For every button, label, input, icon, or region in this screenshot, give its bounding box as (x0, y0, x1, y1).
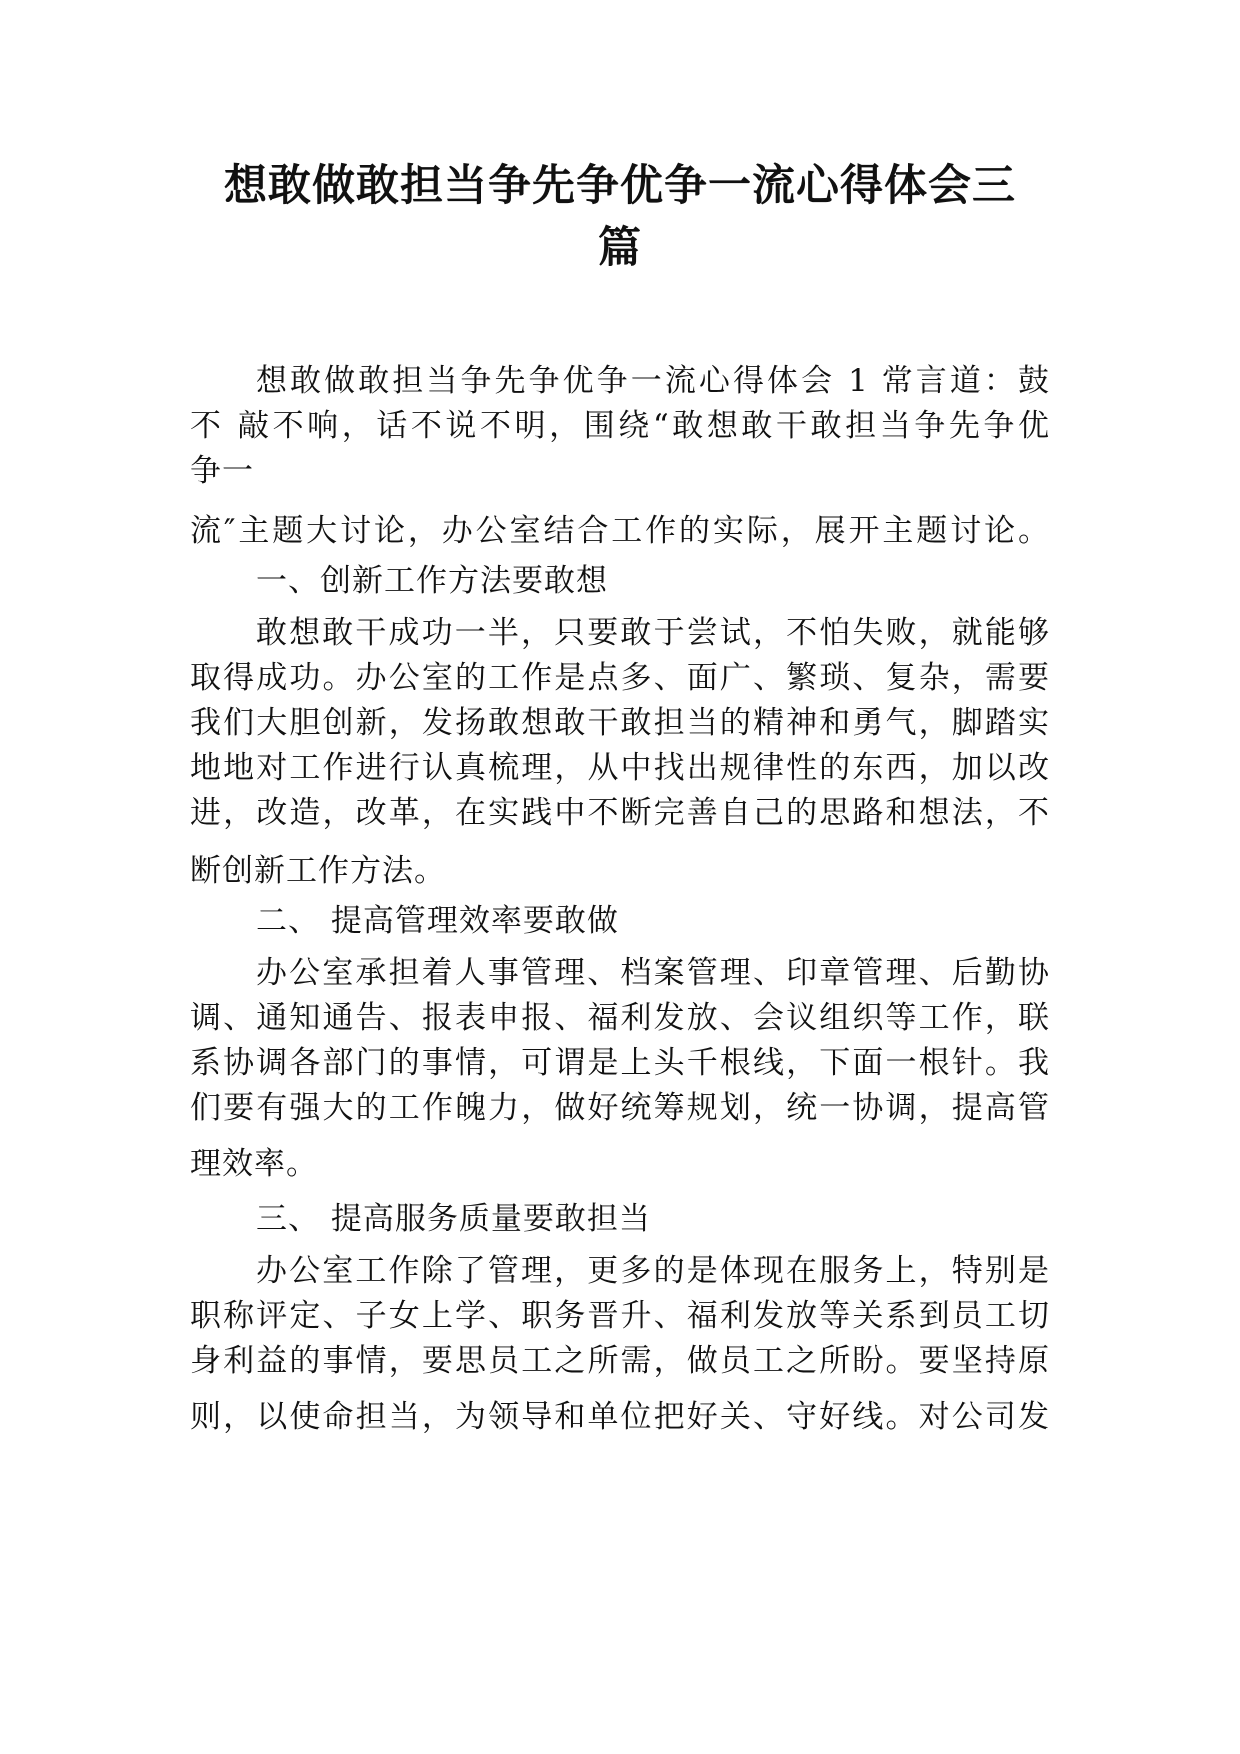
paragraph-1-line-2: 不 敲不响，话不说不明，围绕“敢想敢干敢担当争先争优 (190, 408, 1050, 444)
section-heading-1: 一、创新工作方法要敢想 (256, 563, 608, 599)
document-title-line-1: 想敢做敢担当争先争优争一流心得体会三 (224, 161, 1016, 211)
paragraph-3-line-3: 系协调各部门的事情，可谓是上头千根线，下面一根针。我 (190, 1045, 1050, 1081)
paragraph-2-line-1: 敢想敢干成功一半，只要敢于尝试，不怕失败，就能够 (256, 615, 1050, 651)
paragraph-2-line-4: 地地对工作进行认真梳理，从中找出规律性的东西，加以改 (190, 750, 1050, 786)
paragraph-2-line-3: 我们大胆创新，发扬敢想敢干敢担当的精神和勇气，脚踏实 (190, 705, 1050, 741)
paragraph-3-line-5: 理效率。 (190, 1146, 318, 1182)
paragraph-3-line-4: 们要有强大的工作魄力，做好统筹规划，统一协调，提高管 (190, 1090, 1050, 1126)
paragraph-3-line-2: 调、通知通告、报表申报、福利发放、会议组织等工作，联 (190, 1000, 1050, 1036)
section-heading-3: 三、 提高服务质量要敢担当 (256, 1201, 651, 1237)
paragraph-4-line-2: 职称评定、子女上学、职务晋升、福利发放等关系到员工切 (190, 1298, 1050, 1334)
paragraph-4-line-4: 则，以使命担当，为领导和单位把好关、守好线。对公司发 (190, 1399, 1050, 1435)
paragraph-2-line-6: 断创新工作方法。 (190, 853, 446, 889)
paragraph-1-line-1: 想敢做敢担当争先争优争一流心得体会 1 常言道：鼓 (256, 363, 1050, 399)
document-title-line-2: 篇 (598, 223, 642, 273)
paragraph-2-line-5: 进，改造，改革，在实践中不断完善自己的思路和想法，不 (190, 795, 1050, 831)
section-heading-2: 二、 提高管理效率要敢做 (256, 903, 619, 939)
paragraph-1-line-4: 流″主题大讨论，办公室结合工作的实际，展开主题讨论。 (190, 513, 1050, 549)
paragraph-1-line-3: 争一 (190, 453, 254, 489)
paragraph-4-line-3: 身利益的事情，要思员工之所需，做员工之所盼。要坚持原 (190, 1343, 1050, 1379)
paragraph-2-line-2: 取得成功。办公室的工作是点多、面广、繁琐、复杂，需要 (190, 660, 1050, 696)
paragraph-4-line-1: 办公室工作除了管理，更多的是体现在服务上，特别是 (256, 1253, 1050, 1289)
paragraph-3-line-1: 办公室承担着人事管理、档案管理、印章管理、后勤协 (256, 955, 1050, 991)
